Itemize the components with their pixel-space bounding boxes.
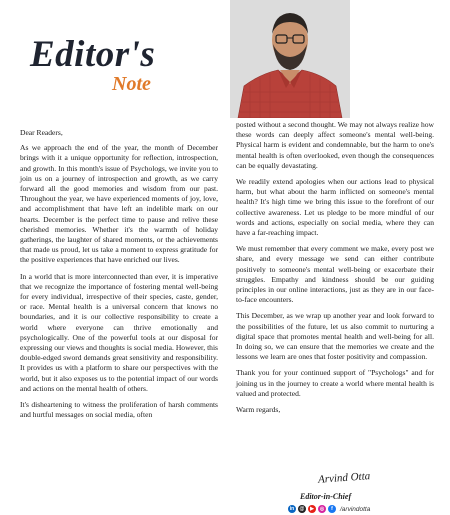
page-title: Editor's: [30, 34, 156, 75]
handwritten-signature: Arvind Otta: [317, 470, 371, 486]
closing-line: Warm regards,: [236, 405, 281, 415]
threads-icon[interactable]: @: [299, 506, 305, 512]
paragraph: We must remember that every comment we make, every post we share, and every message we send can either contribute positively to someone's mental well-being or exacerbate their struggles. Empathy and kindness should be our guiding principles in our online interactions, just as they are in our face-to-face encounters.: [236, 244, 434, 305]
page-subtitle: Note: [112, 73, 151, 95]
social-links: [288, 505, 370, 513]
social-handle[interactable]: /arvindotta: [340, 505, 371, 513]
linkedin-icon[interactable]: in: [289, 506, 295, 512]
signature-role: Editor-in-Chief: [300, 492, 352, 501]
editor-photo: [230, 0, 350, 118]
paragraph: posted without a second thought. We may not always realize how these words can deeply affect someone's mental well-being. Physical harm is evident and condemnable, but the harm to one's mental health is often overlooked, even though the consequences can be equally devastating.: [236, 120, 434, 170]
paragraph: We readily extend apologies when our actions lead to physical harm, but what about the harm inflicted on someone's mental health? It's high time we bring this issue to the forefront of our collective awareness. Let us pledge to be more mindful of our words and actions, especially on social media, where they can have a far-reaching impact.: [236, 177, 434, 238]
article-column-left: [20, 128, 218, 426]
paragraph: Thank you for your continued support of "Psychologs" and for joining us in the journey to create a world where mental health is valued and protected.: [236, 368, 434, 398]
paragraph: In a world that is more interconnected than ever, it is imperative that we recognize the importance of fostering mental well-being for every individual, irrespective of their species, caste, gender, or race. Mental health is a universal concern that knows no boundaries, and it is our collective responsibility to create a world where everyone can thrive emotionally and psychologically. One of the powerful tools at our disposal for expressing our views and thoughts is social media. However, this double-edged sword demands great sensitivity and responsibility. It provides us with a platform to share our perspectives with the world, but it also exposes us to the potential impact of our words and actions on the mental health of others.: [20, 271, 218, 393]
article-column-right: [236, 120, 434, 421]
facebook-icon[interactable]: f: [328, 505, 336, 513]
portrait-image: [230, 0, 350, 118]
paragraph: As we approach the end of the year, the month of December brings with it a unique opportunity for reflection, introspection, and growth. In this month's issue of Psychologs, we invite you to join us on a journey of introspection and growth, as we carry forward all the good memories and wisdom from our past. Throughout the year, we have experienced moments of joy, love, and accomplishment that have left an indelible mark on our hearts. December is the perfect time to pause and relive these cherished memories. Whether it's the warmth of holiday gatherings, the laughter of shared moments, or the achievements that made us proud, let us take a moment to express gratitude for the positive experiences that have enriched our lives.: [20, 143, 218, 265]
header: [0, 0, 450, 118]
salutation: Dear Readers,: [20, 128, 63, 137]
paragraph: This December, as we wrap up another year and look forward to the possibilities of the future, let us also commit to nurturing a digital space that promotes mental health and well-being for all. In doing so, we can ensure that the memories we create and the lessons we learn are ones that foster positivity and compassion.: [236, 311, 434, 362]
instagram-icon[interactable]: ◎: [319, 506, 325, 512]
youtube-icon[interactable]: ▶: [308, 505, 316, 513]
paragraph: It's disheartening to witness the proliferation of harsh comments and hurtful messages on social media, often: [20, 400, 218, 420]
